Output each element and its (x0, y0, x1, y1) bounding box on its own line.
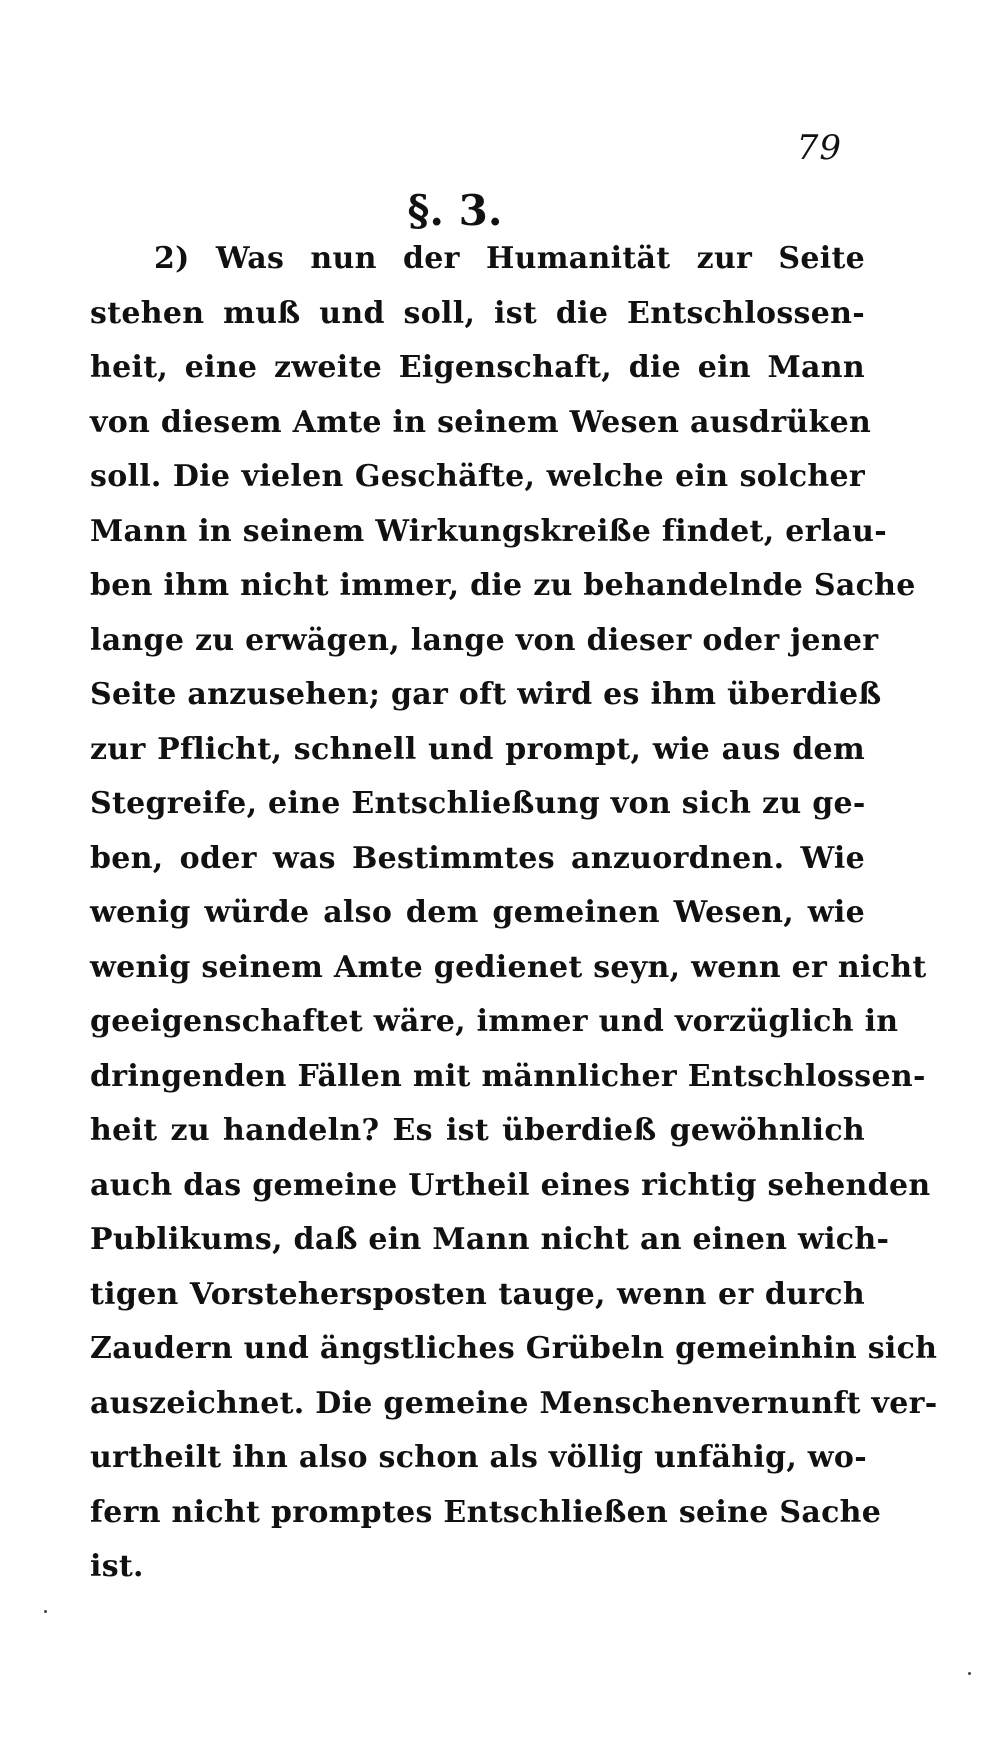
text-line: 2) Was nun der Humanität zur Seite (154, 241, 865, 276)
text-line: Stegreife, eine Entschließung von sich zu ge- (90, 786, 866, 821)
page-number: 79 (796, 128, 842, 168)
text-line: tigen Vorstehersposten tauge, wenn er durch (90, 1276, 865, 1312)
text-line: Mann in seinem Wirkungskreiße findet, erlau- (90, 513, 887, 549)
text-line: Publikums, daß ein Mann nicht an einen wich- (90, 1222, 890, 1257)
text-line: lange zu erwägen, lange von dieser oder jener (90, 622, 879, 658)
text-line: urtheilt ihn also schon als völlig unfähig, wo- (90, 1440, 867, 1475)
text-line: auszeichnet. Die gemeine Menschenvernunft ver- (90, 1385, 938, 1421)
body-paragraph (90, 232, 938, 1595)
text-line: wenig würde also dem gemeinen Wesen, wie (90, 895, 865, 930)
text-line: stehen muß und soll, ist die Entschlossen- (90, 295, 865, 331)
text-line: soll. Die vielen Geschäfte, welche ein solcher (90, 459, 865, 494)
text-line: ben, oder was Bestimmtes anzuordnen. Wie (90, 840, 865, 876)
text-line: ben ihm nicht immer, die zu behandelnde Sache (90, 568, 916, 603)
paper-speck (44, 1610, 47, 1613)
section-heading: §. 3. (407, 186, 503, 235)
text-line: von diesem Amte in seinem Wesen ausdrüken (90, 404, 872, 440)
text-line: heit, eine zweite Eigenschaft, die ein Mann (90, 350, 865, 385)
text-line: wenig seinem Amte gedienet seyn, wenn er nicht (90, 949, 927, 985)
text-line: dringenden Fällen mit männlicher Entschlossen- (90, 1058, 926, 1094)
text-line: fern nicht promptes Entschließen seine Sache (90, 1494, 882, 1530)
text-line: ist. (90, 1549, 144, 1584)
paper-speck (968, 1672, 971, 1675)
text-line: heit zu handeln? Es ist überdieß gewöhnlich (90, 1113, 865, 1148)
text-line: Seite anzusehen; gar oft wird es ihm überdieß (90, 677, 882, 712)
text-line: auch das gemeine Urtheil eines richtig sehenden (90, 1167, 931, 1203)
text-line: zur Pflicht, schnell und prompt, wie aus dem (90, 731, 865, 767)
text-line: Zaudern und ängstliches Grübeln gemeinhin sich (90, 1331, 938, 1366)
text-line: geeigenschaftet wäre, immer und vorzüglich in (90, 1004, 899, 1039)
